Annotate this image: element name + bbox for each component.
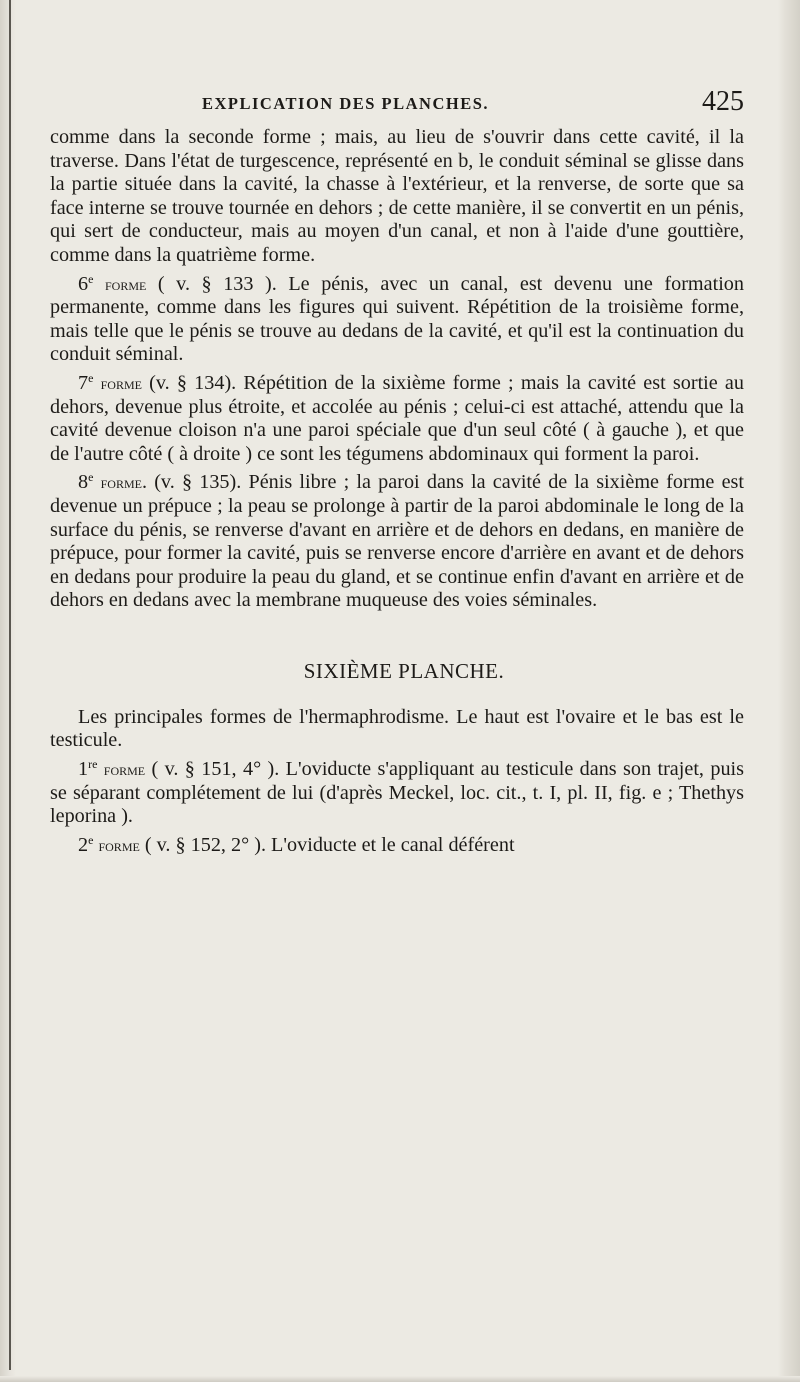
form-number: 2 <box>78 833 89 856</box>
paragraph-first-form <box>50 753 744 829</box>
form-text: (v. § 134). Répétition de la sixième forme ; mais la cavité est sortie au dehors, devenue plus étroite, et accolée au pénis ; celui-ci est attaché, attendu que la cavité devenue cloison n'a une paroi spéciale que d'un seul côté ( à gauche ), et que de l'autre côté ( à droite ) ce sont les tégumens abdominaux qui forment la paroi. <box>50 371 744 465</box>
form-number: 6 <box>78 272 89 295</box>
page-number: 425 <box>702 86 744 117</box>
form-ordinal-suffix: e <box>88 370 94 385</box>
form-ordinal-suffix: e <box>88 470 94 485</box>
form-text: ( v. § 133 ). Le pénis, avec un canal, est devenu une formation permanente, comme dans les figures qui suivent. Répétition de la troisième forme, mais telle que le pénis se trouve au dedans de la cavité, et qu'il est la continuation du conduit séminal. <box>50 272 744 366</box>
paragraph-sixth-form <box>50 268 744 367</box>
form-label: forme <box>104 274 147 294</box>
form-label: forme <box>100 373 142 393</box>
form-text: ( v. § 151, 4° ). L'oviducte s'appliquant au testicule dans son trajet, puis se séparant complétement de lui (d'après Meckel, loc. cit., t. I, pl. II, fig. e ; Thethys leporina ). <box>50 758 744 828</box>
paragraph-eighth-form <box>50 466 744 613</box>
page-edge-left <box>0 0 16 1382</box>
form-label: forme <box>100 473 142 493</box>
form-label: forme <box>98 835 140 855</box>
page-header <box>50 86 744 126</box>
paragraph-seventh-form <box>50 367 744 466</box>
paragraph-second-form <box>50 829 744 858</box>
form-ordinal-suffix: e <box>88 832 94 847</box>
form-label: forme <box>103 760 146 780</box>
bottom-shadow <box>0 1376 800 1382</box>
paragraph-continuation: comme dans la seconde forme ; mais, au lieu de s'ouvrir dans cette cavité, il la traverse. Dans l'état de turgescence, représenté en b, le conduit séminal se glisse dans la partie située dans la cavité, la chasse à l'extérieur, et la renverse, de sorte que sa face interne se trouve tournée en dehors ; de cette manière, il se convertit en un pénis, qui sert de conducteur, mais au moyen d'un canal, et non à l'aide d'une gouttière, comme dans la quatrième forme. <box>50 126 744 266</box>
plate-intro: Les principales formes de l'hermaphrodisme. Le haut est l'ovaire et le bas est le testicule. <box>50 705 744 752</box>
plate-title: SIXIÈME PLANCHE. <box>303 658 505 683</box>
form-number: 1 <box>78 758 89 781</box>
form-ordinal-suffix: re <box>88 757 98 772</box>
form-text: . (v. § 135). Pénis libre ; la paroi dans la cavité de la sixième forme est devenue un prépuce ; la peau se prolonge à partir de la paroi abdominale le long de la surface du pénis, se renverse d'avant en arrière et de dehors en dedans, en manière de prépuce, pour former la cavité, puis se renverse encore d'arrière en avant et de dehors en dedans pour produire la peau du gland, et se continue enfin d'avant en arrière et de dehors en dedans avec la membrane muqueuse des voies séminales. <box>50 471 745 612</box>
form-number: 7 <box>78 371 89 394</box>
form-ordinal-suffix: e <box>88 271 94 286</box>
page-content <box>50 86 745 857</box>
form-text: ( v. § 152, 2° ). L'oviducte et le canal déférent <box>139 833 515 856</box>
running-title: EXPLICATION DES PLANCHES. <box>202 94 490 113</box>
page-edge-right <box>778 0 800 1382</box>
form-number: 8 <box>78 471 89 494</box>
